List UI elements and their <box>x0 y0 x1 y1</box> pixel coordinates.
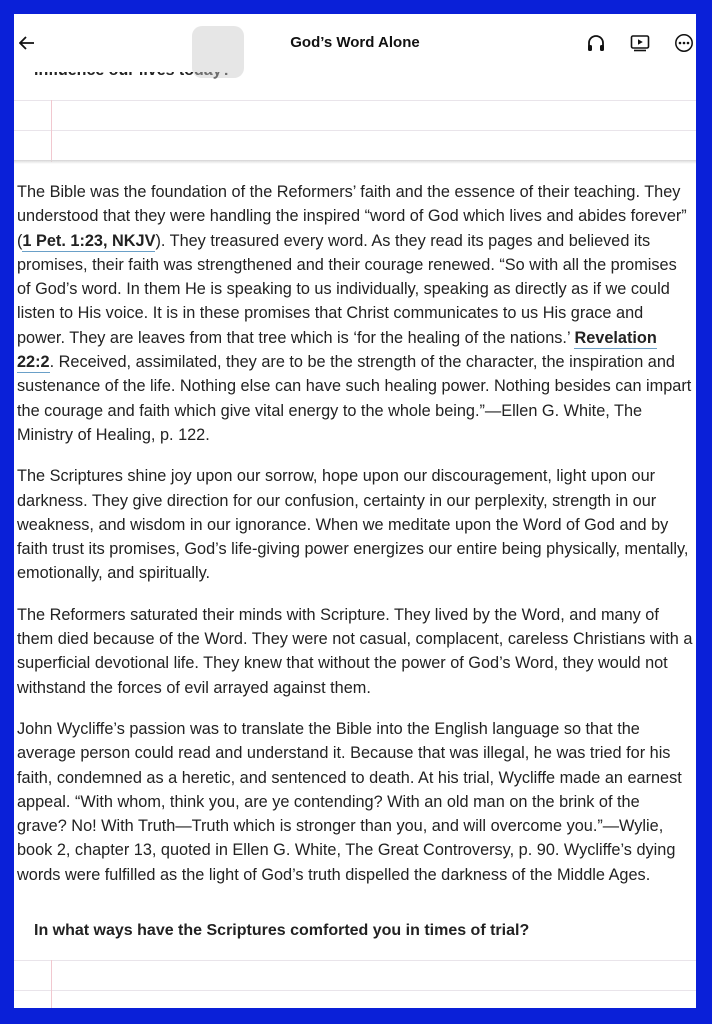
paragraph <box>17 180 693 447</box>
note-line <box>14 100 696 101</box>
discussion-question: In what ways have the Scriptures comforted you in times of trial? <box>34 922 530 939</box>
headphones-icon <box>586 33 606 53</box>
page-title: God’s Word Alone <box>290 34 420 51</box>
note-margin-line <box>51 960 52 1008</box>
paragraph-text: The Bible was the foundation of the Reformers’ faith and the essence of their teaching. They understood that they were handling the inspired “word of God which lives and abides forever” ( <box>17 183 687 250</box>
note-line <box>14 990 696 991</box>
audio-button[interactable] <box>584 31 608 55</box>
app-frame <box>14 14 696 1008</box>
section-divider <box>14 160 696 164</box>
paragraph: John Wycliffe’s passion was to translate the Bible into the English language so that the average person could read and understand it. Because that was illegal, he was tried for his faith, condemned as a heretic, and sentenced to death. At his trial, Wycliffe made an earnest appeal. “With whom, think you, are ye contending? With an old man on the brink of the grave? No! With Truth—Truth which is stronger than you, and will overcome you.”—Wylie, book 2, chapter 13, quoted in Ellen G. White, The Great Controversy, p. 90. Wycliffe’s dying words were fulfilled as the light of God’s truth dispelled the darkness of the Middle Ages. <box>17 719 682 884</box>
paragraph-text: . Received, assimilated, they are to be the strength of the character, the inspiration and sustenance of the life. Nothing else can have such healing power. Nothing besides can impart the courage and faith which give vital energy to the whole being.”—Ellen G. White, The Ministry of Healing, p. 122. <box>17 353 692 444</box>
scripture-link[interactable]: Revelation 22:2 <box>17 328 657 372</box>
video-button[interactable] <box>628 31 652 55</box>
paragraph: The Scriptures shine joy upon our sorrow, hope upon our discouragement, light upon our darkness. They give direction for our confusion, certainty in our perplexity, strength in our weakness, and wisdom in our ignorance. When we meditate upon the Word of God and by faith trust its promises, God’s life-giving power energizes our entire being physically, mentally, emotionally, and spiritually. <box>17 467 689 583</box>
note-line <box>14 960 696 961</box>
more-button[interactable] <box>672 31 696 55</box>
bottom-notes-area[interactable] <box>14 960 696 1008</box>
paragraph: The Reformers saturated their minds with Scripture. They lived by the Word, and many of them died because of the Word. They were not casual, complacent, careless Christians with a superficial devotional life. They knew that without the power of God’s Word, they would not withstand the forces of evil arrayed against them. <box>17 605 693 697</box>
lesson-body <box>17 180 693 904</box>
top-notes-area[interactable] <box>14 100 696 162</box>
play-screen-icon <box>630 33 650 53</box>
note-line <box>14 130 696 131</box>
scripture-link[interactable]: 1 Pet. 1:23, NKJV <box>22 231 156 250</box>
top-bar <box>14 14 696 72</box>
more-horizontal-icon <box>674 33 694 53</box>
paragraph-text: ). They treasured every word. As they read its pages and believed its promises, their faith was strengthened and their courage renewed. “So with all the promises of God’s word. In them He is speaking to us individually, speaking as directly as if we could listen to His voice. It is in these promises that Christ communicates to us His grace and power. They are leaves from that tree which is ‘for the healing of the nations.’ <box>17 231 677 347</box>
note-margin-line <box>51 100 52 162</box>
